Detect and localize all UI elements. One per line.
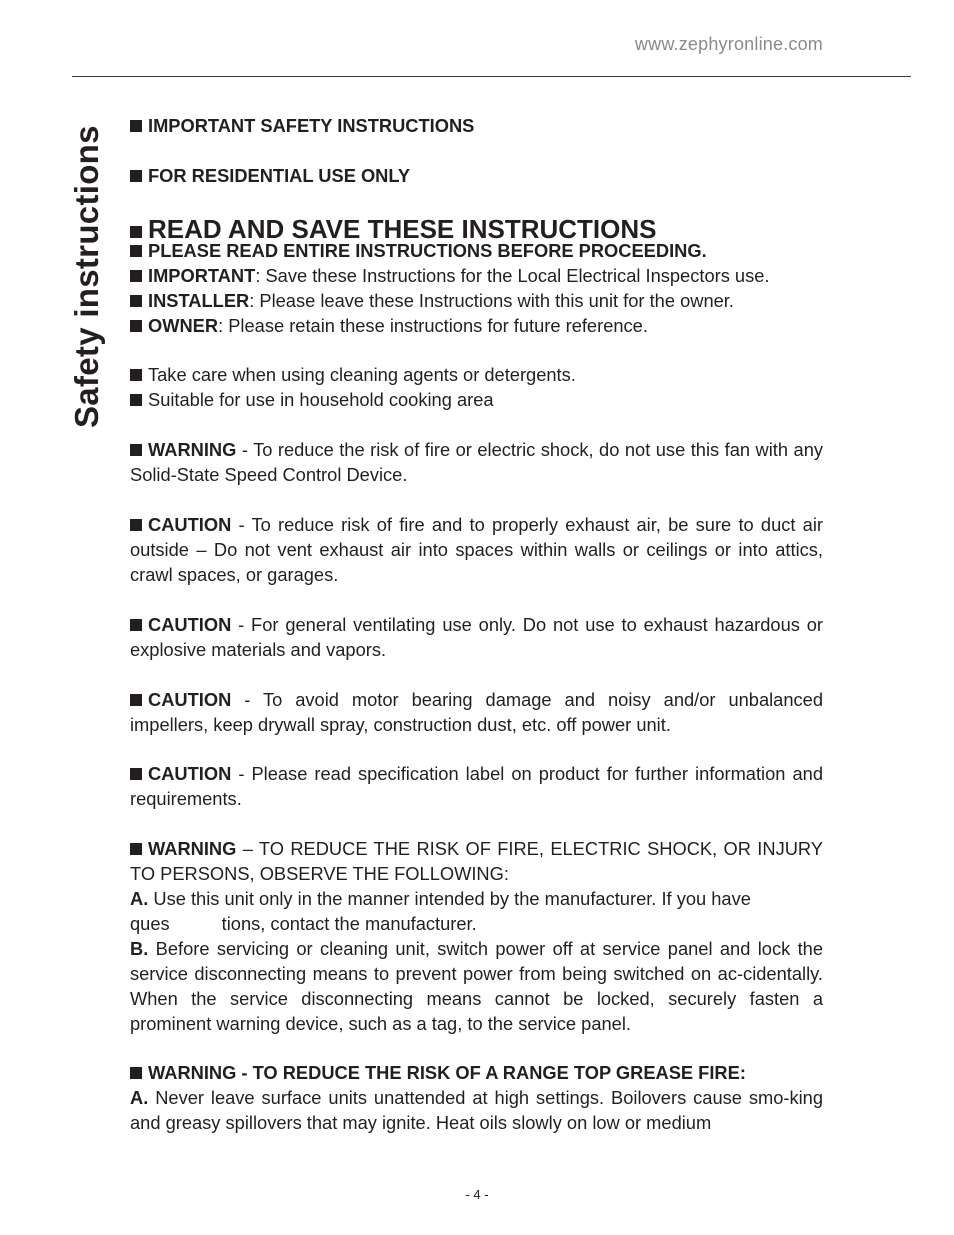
square-bullet-icon — [130, 519, 142, 531]
warning-grease-heading: WARNING - TO REDUCE THE RISK OF A RANGE TOP GREASE FIRE: — [130, 1061, 823, 1086]
square-bullet-icon — [130, 245, 142, 257]
tip-item: Suitable for use in household cooking area — [130, 388, 823, 413]
square-bullet-icon — [130, 694, 142, 706]
square-bullet-icon — [130, 394, 142, 406]
tip-item: Take care when using cleaning agents or detergents. — [130, 363, 823, 388]
square-bullet-icon — [130, 320, 142, 332]
warning-persons-item-a-cont: ques tions, contact the manufacturer. — [130, 912, 477, 934]
square-bullet-icon — [130, 1067, 142, 1079]
square-bullet-icon — [130, 295, 142, 307]
safety-content — [130, 114, 823, 1136]
warning-persons-item-a: A. Use this unit only in the manner intended by the manufacturer. If you have — [130, 888, 751, 910]
page-number: - 4 - — [465, 1187, 489, 1202]
caution-paragraph: CAUTION - Please read specification label on product for further information and requirements. — [130, 763, 823, 810]
warning-persons-paragraph: WARNING – TO REDUCE THE RISK OF FIRE, ELECTRIC SHOCK, OR INJURY TO PERSONS, OBSERVE THE FOLLOWING: — [130, 838, 823, 885]
square-bullet-icon — [130, 444, 142, 456]
installer-note: INSTALLER: Please leave these Instructions with this unit for the owner. — [130, 289, 823, 314]
warning-grease-item-a: A. Never leave surface units unattended at high settings. Boilovers cause smo-king and greasy spillovers that may ignite. Heat oils slowly on low or medium — [130, 1087, 823, 1134]
owner-note: OWNER: Please retain these instructions for future reference. — [130, 314, 823, 339]
warning-paragraph: WARNING - To reduce the risk of fire or electric shock, do not use this fan with any Solid-State Speed Control Device. — [130, 439, 823, 486]
important-note: IMPORTANT: Save these Instructions for the Local Electrical Inspectors use. — [130, 264, 823, 289]
header-rule — [72, 76, 911, 77]
square-bullet-icon — [130, 768, 142, 780]
caution-paragraph: CAUTION - For general ventilating use only. Do not use to exhaust hazardous or explosive materials and vapors. — [130, 613, 823, 660]
square-bullet-icon — [130, 843, 142, 855]
square-bullet-icon — [130, 120, 142, 132]
square-bullet-icon — [130, 369, 142, 381]
warning-persons-item-b: B. Before servicing or cleaning unit, switch power off at service panel and lock the service disconnecting means to prevent power from being switched on ac-cidentally. When the service disconnecting means cannot be locked, securely fasten a prominent warning device, such as a tag, to the service panel. — [130, 937, 823, 1034]
website-url: www.zephyronline.com — [634, 34, 823, 54]
read-entire-heading: PLEASE READ ENTIRE INSTRUCTIONS BEFORE PROCEEDING. — [130, 239, 823, 264]
read-save-heading: READ AND SAVE THESE INSTRUCTIONS — [130, 213, 823, 245]
caution-paragraph: CAUTION - To avoid motor bearing damage and noisy and/or unbalanced impellers, keep drywall spray, construction dust, etc. off power unit. — [130, 688, 823, 735]
square-bullet-icon — [130, 226, 142, 238]
section-side-title: Safety instructions — [68, 125, 105, 428]
square-bullet-icon — [130, 270, 142, 282]
important-safety-heading: IMPORTANT SAFETY INSTRUCTIONS — [130, 114, 823, 139]
caution-paragraph: CAUTION - To reduce risk of fire and to properly exhaust air, be sure to duct air outside – Do not vent exhaust air into spaces within walls or ceilings or into attics, crawl spaces, or garages. — [130, 514, 823, 585]
square-bullet-icon — [130, 170, 142, 182]
residential-heading: FOR RESIDENTIAL USE ONLY — [130, 164, 823, 189]
square-bullet-icon — [130, 619, 142, 631]
